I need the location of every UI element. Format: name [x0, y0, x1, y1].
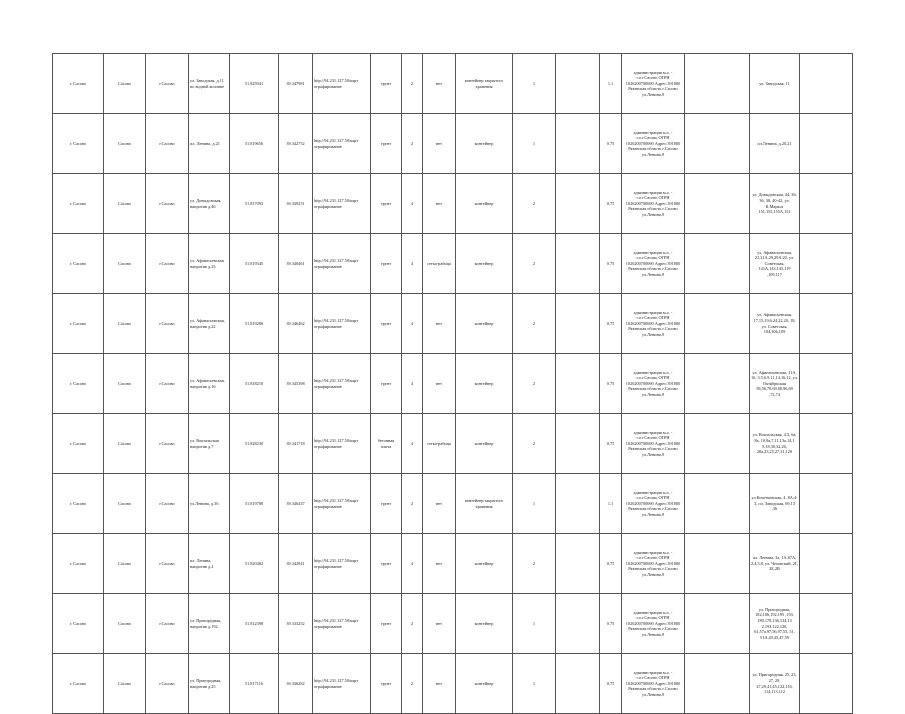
address-cell: ул. Афанасьевская, напротив д.16	[189, 354, 230, 414]
address-cell: ул. Афанасьевская напротив д.25	[189, 234, 230, 294]
latitude-cell: 51.818210	[230, 354, 279, 414]
volume-cell: 0.75	[600, 294, 622, 354]
container-type-cell: контейнер закрытого хранения	[456, 54, 513, 114]
settlement-cell: Сасово	[104, 354, 146, 414]
volume-cell: 0.75	[600, 174, 622, 234]
area-cell: 2	[402, 474, 423, 534]
latitude-cell: 51.820482	[230, 534, 279, 594]
container-type-cell: контейнер	[456, 234, 513, 294]
surface-cell: грунт	[371, 594, 402, 654]
area-cell: 2	[402, 654, 423, 714]
container-count-cell: 1	[513, 654, 556, 714]
served-addresses-cell: ул. Афанасьевская, 11А, 16, 3,5,6,9,11,14,16,12, ул. Октябрьская 58,56,70,69,68,96,69 ,72,74	[750, 354, 800, 414]
container-count-cell: 2	[513, 294, 556, 354]
planned-count-cell	[556, 354, 600, 414]
container-type-cell: контейнер	[456, 414, 513, 474]
fence-cell: нет	[423, 654, 456, 714]
latitude-cell: 51.819286	[230, 294, 279, 354]
served-addresses-cell: ул. Вокзальская, 4,3, 6а, 8а, 10,9а,7,11,13а,14,1 5,18,30,32,26, 28а,23,25,27,31,120	[750, 414, 800, 474]
locality-cell: г.Сасово	[146, 534, 189, 594]
longitude-cell: 39.340461	[279, 234, 313, 294]
planned-count-cell	[556, 654, 600, 714]
municipality-cell: г. Сасово	[53, 594, 104, 654]
longitude-cell: 39.342752	[279, 114, 313, 174]
served-addresses-cell: ул. Афанасьевская, 21,21А,29,29А,20, ул. Советская, 141А,143,145,119 ,109,117	[750, 234, 800, 294]
address-cell: ул. Довыдовская, напротив д.46	[189, 174, 230, 234]
latitude-cell: 51.828230	[230, 414, 279, 474]
empty-cell	[800, 174, 853, 234]
area-cell: 4	[402, 414, 423, 474]
volume-cell: 0.75	[600, 234, 622, 294]
planned-count-cell	[556, 594, 600, 654]
empty-cell	[800, 54, 853, 114]
empty-cell	[685, 114, 750, 174]
data-table	[52, 53, 853, 714]
settlement-cell: Сасово	[104, 54, 146, 114]
locality-cell: г.Сасово	[146, 414, 189, 474]
volume-cell: 1.1	[600, 54, 622, 114]
map-link-cell: http://94.231.127.50/карт ографирование	[313, 54, 371, 114]
container-type-cell: контейнер	[456, 354, 513, 414]
municipality-cell: г. Сасово	[53, 354, 104, 414]
settlement-cell: Сасово	[104, 654, 146, 714]
locality-cell: г.Сасово	[146, 594, 189, 654]
municipality-cell: г. Сасово	[53, 54, 104, 114]
locality-cell: г.Сасово	[146, 234, 189, 294]
container-type-cell: контейнер	[456, 534, 513, 594]
served-addresses-cell: ул. Пригородная, 182,186,192,195 ,193, 180,178,136,134,13 2,193,122,120, 61,57а,97,56,97,53, 51, 51А,49,45,47,59	[750, 594, 800, 654]
container-type-cell: контейнер закрытого хранения	[456, 474, 513, 534]
container-type-cell: контейнер	[456, 114, 513, 174]
latitude-cell: 51.812398	[230, 594, 279, 654]
fence-cell: нет	[423, 174, 456, 234]
address-cell: ул. Вокзальская напротив д.7	[189, 414, 230, 474]
container-type-cell: контейнер	[456, 174, 513, 234]
empty-cell	[685, 594, 750, 654]
settlement-cell: Сасово	[104, 114, 146, 174]
address-cell: ул. Пригородная, напротив д.25	[189, 654, 230, 714]
longitude-cell: 39.346462	[279, 294, 313, 354]
container-count-cell: 1	[513, 114, 556, 174]
container-type-cell: контейнер	[456, 654, 513, 714]
container-type-cell: контейнер	[456, 594, 513, 654]
empty-cell	[685, 414, 750, 474]
latitude-cell: 51.817116	[230, 654, 279, 714]
surface-cell: грунт	[371, 54, 402, 114]
empty-cell	[800, 294, 853, 354]
area-cell: 2	[402, 54, 423, 114]
settlement-cell: Сасово	[104, 594, 146, 654]
empty-cell	[800, 414, 853, 474]
locality-cell: г.Сасово	[146, 294, 189, 354]
container-count-cell: 2	[513, 174, 556, 234]
longitude-cell: 39.339251	[279, 174, 313, 234]
municipality-cell: г. Сасово	[53, 234, 104, 294]
settlement-cell: Сасово	[104, 474, 146, 534]
surface-cell: грунт	[371, 294, 402, 354]
area-cell: 4	[402, 234, 423, 294]
surface-cell: грунт	[371, 174, 402, 234]
area-cell: 2	[402, 114, 423, 174]
surface-cell: грунт	[371, 234, 402, 294]
table-row	[53, 294, 853, 354]
map-link-cell: http://94.231.127.50/карт ографирование	[313, 594, 371, 654]
planned-count-cell	[556, 534, 600, 594]
served-addresses-cell: ул. Афанасьевская, 17,15,19,6,24,22,20, 18, ул. Советская, 104,106,109	[750, 294, 800, 354]
area-cell: 4	[402, 354, 423, 414]
surface-cell: грунт	[371, 534, 402, 594]
municipality-cell: г. Сасово	[53, 414, 104, 474]
fence-cell: нет	[423, 474, 456, 534]
owner-cell: администрация м.о. - г.о.г.Сасово ОГРН 1026200700690 Адрес:391800 Рязанская область г.Сасово ул.Ленина,9	[622, 654, 685, 714]
empty-cell	[685, 474, 750, 534]
empty-cell	[800, 654, 853, 714]
municipality-cell: г. Сасово	[53, 294, 104, 354]
locality-cell: г.Сасово	[146, 114, 189, 174]
empty-cell	[685, 234, 750, 294]
empty-cell	[685, 654, 750, 714]
surface-cell: грунт	[371, 474, 402, 534]
municipality-cell: г. Сасово	[53, 654, 104, 714]
map-link-cell: http://94.231.127.50/карт ографирование	[313, 114, 371, 174]
longitude-cell: 39.346437	[279, 474, 313, 534]
table-row	[53, 594, 853, 654]
address-cell: ул. Заводская, д.11 по водной колонке	[189, 54, 230, 114]
latitude-cell: 51.819788	[230, 474, 279, 534]
container-count-cell: 2	[513, 414, 556, 474]
served-addresses-cell: ул.Кочетковская, 4, 8А,4-3, пл. Заводская, 69,13 ,36	[750, 474, 800, 534]
owner-cell: администрация м.о. - г.о.г.Сасово ОГРН 1026200700690 Адрес:391800 Рязанская область г.Сасово ул.Ленина,9	[622, 174, 685, 234]
container-count-cell: 1	[513, 594, 556, 654]
settlement-cell: Сасово	[104, 234, 146, 294]
map-link-cell: http://94.231.127.50/карт ографирование	[313, 174, 371, 234]
latitude-cell: 51.817093	[230, 174, 279, 234]
empty-cell	[800, 474, 853, 534]
volume-cell: 0.75	[600, 594, 622, 654]
map-link-cell: http://94.231.127.50/карт ографирование	[313, 654, 371, 714]
settlement-cell: Сасово	[104, 414, 146, 474]
settlement-cell: Сасово	[104, 534, 146, 594]
served-addresses-cell: ул. Заводская, 11	[750, 54, 800, 114]
table-row	[53, 534, 853, 594]
locality-cell: г.Сасово	[146, 174, 189, 234]
table-row	[53, 414, 853, 474]
surface-cell: грунт	[371, 354, 402, 414]
table-row	[53, 474, 853, 534]
longitude-cell: 39.345398	[279, 354, 313, 414]
table-row	[53, 354, 853, 414]
planned-count-cell	[556, 114, 600, 174]
map-link-cell: http://94.231.127.50/карт ографирование	[313, 534, 371, 594]
empty-cell	[800, 534, 853, 594]
empty-cell	[800, 234, 853, 294]
address-cell: пл. Ленина, д.21	[189, 114, 230, 174]
empty-cell	[800, 594, 853, 654]
volume-cell: 0.75	[600, 114, 622, 174]
volume-cell: 0.75	[600, 414, 622, 474]
table-row	[53, 174, 853, 234]
fence-cell: нет	[423, 354, 456, 414]
owner-cell: администрация м.о. - г.о.г.Сасово ОГРН 1026200700690 Адрес:391800 Рязанская область г.Сасово ул.Ленина,9	[622, 354, 685, 414]
longitude-cell: 39.341718	[279, 414, 313, 474]
longitude-cell: 39.336282	[279, 654, 313, 714]
municipality-cell: г. Сасово	[53, 474, 104, 534]
planned-count-cell	[556, 294, 600, 354]
volume-cell: 1.1	[600, 474, 622, 534]
settlement-cell: Сасово	[104, 294, 146, 354]
municipality-cell: г. Сасово	[53, 534, 104, 594]
locality-cell: г.Сасово	[146, 354, 189, 414]
locality-cell: г.Сасово	[146, 474, 189, 534]
volume-cell: 0.75	[600, 354, 622, 414]
address-cell: пл. Ленина, напротив д.2	[189, 534, 230, 594]
fence-cell: нет	[423, 294, 456, 354]
table-row	[53, 54, 853, 114]
longitude-cell: 39.333252	[279, 594, 313, 654]
fence-cell: нет	[423, 594, 456, 654]
longitude-cell: 39.347981	[279, 54, 313, 114]
map-link-cell: http://94.231.127.50/карт ографирование	[313, 354, 371, 414]
owner-cell: администрация м.о. - г.о.г.Сасово ОГРН 1026200700690 Адрес:391800 Рязанская область г.Сасово ул.Ленина,9	[622, 534, 685, 594]
container-count-cell: 1	[513, 54, 556, 114]
empty-cell	[685, 54, 750, 114]
map-link-cell: http://94.231.127.50/карт ографирование	[313, 234, 371, 294]
served-addresses-cell: пл.Ленина, д.20,21	[750, 114, 800, 174]
area-cell: 4	[402, 534, 423, 594]
latitude-cell: 51.819656	[230, 114, 279, 174]
served-addresses-cell: ул. Пригородная, 25, 23, 27, 29, 27,29,41,45,122,116, 114,113,112	[750, 654, 800, 714]
empty-cell	[800, 114, 853, 174]
fence-cell: нет	[423, 534, 456, 594]
owner-cell: администрация м.о. - г.о.г.Сасово ОГРН 1026200700690 Адрес:391800 Рязанская область г.Сасово ул.Ленина,9	[622, 594, 685, 654]
fence-cell: сетка-рабица	[423, 234, 456, 294]
table-row	[53, 234, 853, 294]
map-link-cell: http://94.231.127.50/карт ографирование	[313, 294, 371, 354]
fence-cell: нет	[423, 54, 456, 114]
surface-cell: грунт	[371, 654, 402, 714]
fence-cell: сетка-рабица	[423, 414, 456, 474]
table-row	[53, 654, 853, 714]
settlement-cell: Сасово	[104, 174, 146, 234]
municipality-cell: г. Сасово	[53, 174, 104, 234]
fence-cell: нет	[423, 114, 456, 174]
empty-cell	[685, 354, 750, 414]
owner-cell: администрация м.о. - г.о.г.Сасово ОГРН 1026200700690 Адрес:391800 Рязанская область г.Сасово ул.Ленина,9	[622, 474, 685, 534]
locality-cell: г.Сасово	[146, 54, 189, 114]
owner-cell: администрация м.о. - г.о.г.Сасово ОГРН 1026200700690 Адрес:391800 Рязанская область г.Сасово ул.Ленина,9	[622, 234, 685, 294]
latitude-cell: 51.825941	[230, 54, 279, 114]
container-count-cell: 2	[513, 354, 556, 414]
municipality-cell: г. Сасово	[53, 114, 104, 174]
owner-cell: администрация м.о. - г.о.г.Сасово ОГРН 1026200700690 Адрес:391800 Рязанская область г.Сасово ул.Ленина,9	[622, 54, 685, 114]
map-link-cell: http://94.231.127.50/карт ографирование	[313, 414, 371, 474]
volume-cell: 0.75	[600, 534, 622, 594]
table-row	[53, 114, 853, 174]
container-count-cell: 2	[513, 234, 556, 294]
planned-count-cell	[556, 234, 600, 294]
empty-cell	[800, 354, 853, 414]
container-type-cell: контейнер	[456, 294, 513, 354]
planned-count-cell	[556, 414, 600, 474]
surface-cell: грунт	[371, 114, 402, 174]
empty-cell	[685, 174, 750, 234]
owner-cell: администрация м.о. - г.о.г.Сасово ОГРН 1026200700690 Адрес:391800 Рязанская область г.Сасово ул.Ленина,9	[622, 114, 685, 174]
locality-cell: г.Сасово	[146, 654, 189, 714]
map-link-cell: http://94.231.127.50/карт ографирование	[313, 474, 371, 534]
container-count-cell: 2	[513, 534, 556, 594]
served-addresses-cell: пл. Ленина, 3а, 1А,67А, 2,4,5,8, ул. Чеховский, 2Г, 2Б,2В	[750, 534, 800, 594]
planned-count-cell	[556, 174, 600, 234]
container-count-cell: 1	[513, 474, 556, 534]
address-cell: ул. Афанасьевская, напротив д.22	[189, 294, 230, 354]
surface-cell: бетонная плита	[371, 414, 402, 474]
area-cell: 2	[402, 594, 423, 654]
empty-cell	[685, 534, 750, 594]
area-cell: 4	[402, 294, 423, 354]
table-body	[53, 54, 853, 714]
area-cell: 4	[402, 174, 423, 234]
planned-count-cell	[556, 474, 600, 534]
longitude-cell: 39.342941	[279, 534, 313, 594]
served-addresses-cell: ул. Довыдовская, 44, 36, 36, 38, 40-42, ул. К.Маркса 151,155,155А,151	[750, 174, 800, 234]
empty-cell	[685, 294, 750, 354]
address-cell: ул. Пригородная, напротив д.192	[189, 594, 230, 654]
address-cell: ул.Ленина, д.36	[189, 474, 230, 534]
volume-cell: 0.75	[600, 654, 622, 714]
latitude-cell: 51.819345	[230, 234, 279, 294]
planned-count-cell	[556, 54, 600, 114]
owner-cell: администрация м.о. - г.о.г.Сасово ОГРН 1026200700690 Адрес:391800 Рязанская область г.Сасово ул.Ленина,9	[622, 294, 685, 354]
owner-cell: администрация м.о. - г.о.г.Сасово ОГРН 1026200700690 Адрес:391800 Рязанская область г.Сасово ул.Ленина,9	[622, 414, 685, 474]
